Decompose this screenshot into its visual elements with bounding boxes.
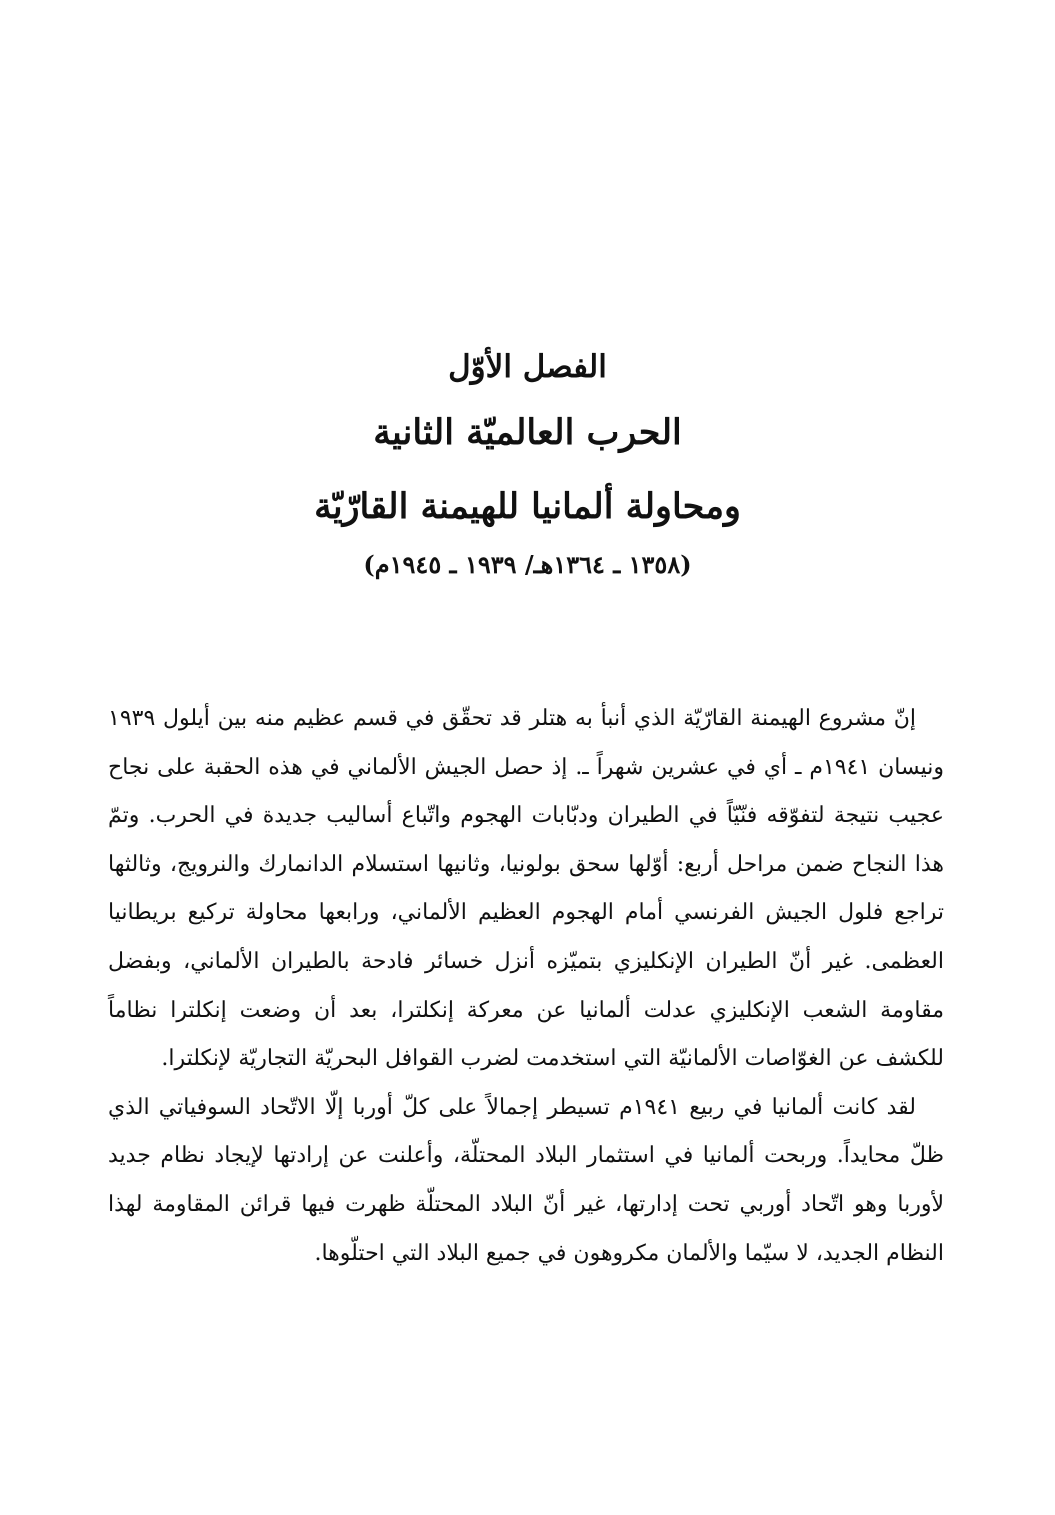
chapter-dates: (١٣٥٨ ـ ١٣٦٤هـ/ ١٩٣٩ ـ ١٩٤٥م) xyxy=(363,550,692,579)
chapter-title-line2: ومحاولة ألمانيا للهيمنة القارّيّة xyxy=(314,486,741,527)
chapter-title-line1: الحرب العالميّة الثانية xyxy=(373,412,682,453)
body-text xyxy=(108,695,944,1278)
chapter-heading xyxy=(60,345,995,583)
paragraph-1: إنّ مشروع الهيمنة القارّيّة الذي أنبأ به هتلر قد تحقّق في قسم عظيم منه بين أيلول ١٩٣٩ ونيسان ١٩٤١م ـ أي في عشرين شهراً ـ. إذ حصل الجيش الألماني في هذه الحقبة على نجاح عجيب نتيجة لتفوّقه فنّيّاً في الطيران ودبّابات الهجوم واتّباع أساليب جديدة في الحرب. وتمّ هذا النجاح ضمن مراحل أربع: أوّلها سحق بولونيا، وثانيها استسلام الدانمارك والنرويج، وثالثها تراجع فلول الجيش الفرنسي أمام الهجوم العظيم الألماني، ورابعها محاولة تركيع بريطانيا العظمى. غير أنّ الطيران الإنكليزي بتميّزه أنزل خسائر فادحة بالطيران الألماني، وبفضل مقاومة الشعب الإنكليزي عدلت ألمانيا عن معركة إنكلترا، بعد أن وضعت إنكلترا نظاماً للكشف عن الغوّاصات الألمانيّة التي استخدمت لضرب القوافل البحريّة التجاريّة لإنكلترا. xyxy=(108,706,944,1072)
chapter-label: الفصل الأوّل xyxy=(448,349,607,385)
paragraph-2: لقد كانت ألمانيا في ربيع ١٩٤١م تسيطر إجمالاً على كلّ أوربا إلّا الاتّحاد السوفياتي الذي ظلّ محايداً. وربحت ألمانيا في استثمار البلاد المحتلّة، وأعلنت عن إرادتها لإيجاد نظام جديد لأوربا وهو اتّحاد أوربي تحت إدارتها، غير أنّ البلاد المحتلّة ظهرت فيها قرائن المقاومة لهذا النظام الجديد، لا سيّما والألمان مكروهون في جميع البلاد التي احتلّوها. xyxy=(108,1094,944,1266)
